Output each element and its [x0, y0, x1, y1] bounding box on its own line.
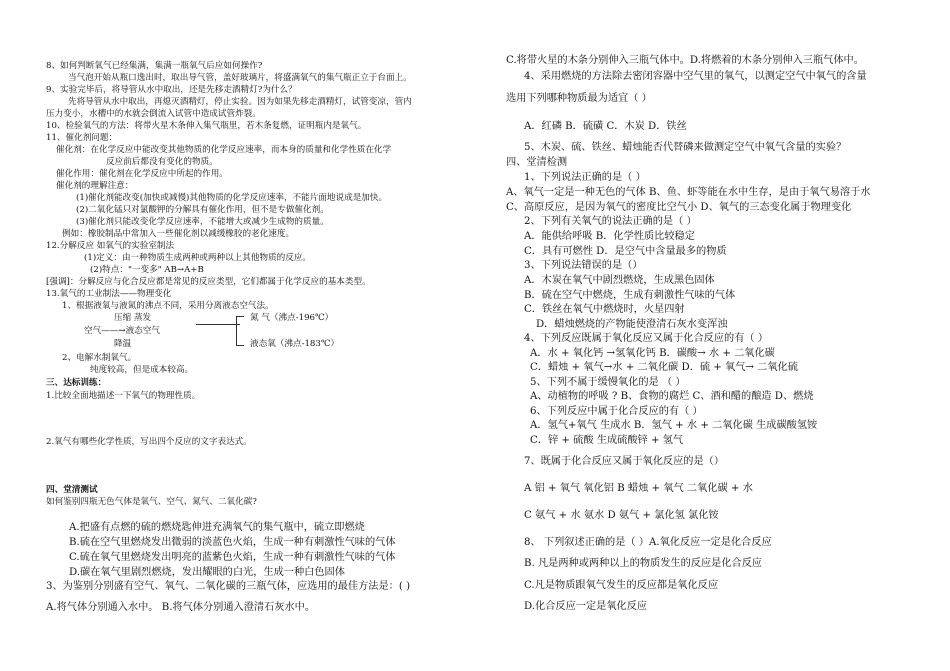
- option-b: B.硫在空气里燃烧发出微弱的淡蓝色火焰，生成一种有刺激性气味的气体: [69, 537, 396, 548]
- evaporate-line: [196, 324, 240, 325]
- exercise-2: 2.氧气有哪些化学性质，写出四个反应的文字表达式。: [46, 437, 252, 447]
- section-4-heading: 四、堂清测试: [46, 485, 98, 495]
- catalyst-example: 例如：橡胶制品中常加入一些催化剂以减缓橡胶的老化速度。: [62, 229, 295, 239]
- test-q3: 3、下列说法错误的是（）: [524, 260, 643, 271]
- test-q2: 2、下列有关氧气的说法正确的是（ ）: [524, 216, 697, 227]
- question-3-options-ab: A.将气体分别通入水中。 B.将气体分别通入澄清石灰水中。: [46, 602, 316, 613]
- test-q4-cd: C．蜡烛 + 氧气→水 + 二氧化碳 D．硫 + 氧气→ 二氧化硫: [530, 362, 798, 373]
- question-4-cont: 选用下列哪种物质最为适宜（ ）: [506, 93, 652, 104]
- test-q5: 5、下列不属于缓慢氧化的是 （ ）: [530, 377, 686, 388]
- output-bracket: [236, 316, 244, 346]
- answer-9-line-2: 压力变小，水槽中的水就会倒流入试管中造成试管炸裂。: [46, 109, 261, 119]
- industrial-method-2: 2、电解水制氧气。: [62, 353, 137, 363]
- gas-identification-question: 如何鉴别四瓶无色气体是氧气、空气、氮气、二氧化碳?: [46, 497, 257, 507]
- option-a: A.把盛有点燃的硫的燃烧匙伸进充满氧气的集气瓶中，硫立即燃烧: [69, 522, 365, 533]
- nitrogen-output: 氮 气（沸点-196℃）: [250, 313, 334, 323]
- item-12: 12.分解反应 如氧气的实验室制法: [46, 241, 175, 251]
- test-q5-options: A、动植物的呼吸 ? B、食物的腐烂 C、酒和醋的酿造 D、燃烧: [530, 391, 814, 402]
- liquid-oxygen-output: 液态氧（沸点-183℃）: [250, 339, 340, 349]
- test-q6: 6、下列反应中属于化合反应的有（ ）: [530, 406, 703, 417]
- exercise-1: 1.比较全面地描述一下氧气的物理性质。: [46, 391, 201, 401]
- option-c: C.硫在氧气里燃烧发出明亮的蓝紫色火焰，生成一种有刺激性气味的气体: [69, 552, 396, 563]
- test-q2-cd: C．具有可燃性 D．是空气中含量最多的物质: [524, 246, 727, 257]
- test-q6-c: C．锌 + 硫酸 生成硫酸锌 + 氢气: [530, 435, 684, 446]
- option-d: D.碳在氧气里剧烈燃烧，发出耀眼的白光，生成一种白色固体: [69, 567, 345, 578]
- section-3-heading: 三、达标训练：: [46, 378, 107, 388]
- answer-9-line-1: 先将导管从水中取出，再熄灭酒精灯，停止实验。因为如果先移走酒精灯，试管变凉，管内: [68, 97, 412, 107]
- item-10: 10、检验氧气的方法：将带火星木条伸入集气瓶里，若木条复燃，证明瓶内是氧气。: [46, 121, 367, 131]
- catalyst-definition-cont: 反应前后都没有变化的物质。: [106, 157, 218, 167]
- catalyst-note-2: (2)二氧化锰只对氯酸钾的分解具有催化作用，但不是专做催化剂。: [76, 205, 329, 215]
- section-4-heading-right: 四、堂清检测: [506, 157, 568, 168]
- electrolysis-note: 纯度较高，但是成本较高。: [90, 365, 194, 375]
- catalytic-action: 催化作用：催化剂在化学反应中所起的作用。: [56, 169, 228, 179]
- decomposition-feature: (2)特点："一变多" AB→A+B: [90, 265, 204, 275]
- test-q1: 1、下列说法正确的是（ ）: [524, 172, 646, 183]
- question-4-options: A．红磷 B．硫磺 C．木炭 D．铁丝: [524, 121, 687, 132]
- test-q4-ab: A．水 + 氧化钙 →氢氧化钙 B．碳酸→ 水 + 二氧化碳: [530, 348, 775, 359]
- answer-8: 当气泡开始从瓶口逸出时，取出导气管，盖好玻璃片，将盛满氧气的集气瓶正立于台面上。: [68, 73, 412, 83]
- question-9: 9、实验完毕后，将导管从水中取出，还是先移走酒精灯?为什么？: [46, 85, 297, 95]
- question-4: 4、采用燃烧的方法除去密闭容器中空气里的氧气，以测定空气中氧气的含量: [524, 71, 867, 82]
- test-q8-d: D.化合反应一定是氧化反应: [524, 601, 648, 612]
- catalyst-definition: 催化剂：在化学反应中能改变其他物质的化学反应速率，而本身的质量和化学性质在化学: [56, 145, 392, 155]
- question-8: 8、如何判断氧气已经集满，集满一瓶氧气后应如何操作?: [46, 61, 263, 71]
- item-13: 13.氧气的工业制法——物理变化: [46, 289, 172, 299]
- test-q3-c: C．铁丝在氧气中燃烧时，火星四射: [524, 304, 685, 315]
- test-q8: 8、 下列叙述正确的是（ ）A.氧化反应一定是化合反应: [524, 537, 772, 548]
- test-q8-b: B. 凡是两种或两种以上的物质发生的反应是化合反应: [524, 558, 763, 569]
- test-q3-b: B．硫在空气中燃烧，生成有刺激性气味的气体: [524, 290, 736, 301]
- test-q1-cd: C、高原反应，是因为氧气的密度比空气小 D、氧气的三态变化属于物理变化: [506, 202, 852, 213]
- question-3-options-cd: C.将带火星的木条分别伸入三瓶气体中。D.将燃着的木条分别伸入三瓶气体中。: [506, 55, 864, 66]
- catalyst-notes-heading: 催化剂的理解注意：: [56, 181, 134, 191]
- catalyst-note-3: (3)催化剂只能改变化学反应速率，不能增大或减少生成物的质量。: [76, 217, 329, 227]
- process-label-cool: 降温: [114, 339, 132, 349]
- process-labels-top: 压缩 蒸发: [114, 313, 152, 323]
- emphasis-note: [强调]：分解反应与化合反应都是常见的反应类型，它们都属于化学反应的基本类型。: [46, 277, 371, 287]
- test-q4: 4、下列反应既属于氧化反应又属于化合反应的有（ ）: [524, 333, 769, 344]
- test-q6-ab: A．氢气+氧气 生成水 B．氢气 + 水 + 二氧化碳 生成碳酸氢铵: [530, 420, 818, 431]
- test-q3-a: A．木炭在氧气中剧烈燃烧，生成黑色固体: [524, 275, 715, 286]
- air-to-liquid-air: 空气——→液态空气: [84, 326, 160, 336]
- test-q2-ab: A．能供给呼吸 B．化学性质比较稳定: [524, 231, 695, 242]
- question-5: 5、木炭、硫、铁丝、蜡烛能否代替磷来做测定空气中氧气含量的实验？: [524, 142, 847, 153]
- test-q7: 7、既属于化合反应又属于氧化反应的是（）: [524, 456, 725, 467]
- catalyst-note-1: (1)催化剂能改变(加快或减慢)其他物质的化学反应速率，不能片面地说成是加快。: [76, 193, 388, 203]
- item-11: 11、催化剂问题：: [46, 133, 118, 143]
- test-q7-ab: A 铝 + 氧气 氧化铝 B 蜡烛 + 氧气 二氧化碳 + 水: [524, 483, 753, 494]
- test-q8-c: C.凡是物质跟氧气发生的反应都是氧化反应: [524, 580, 719, 591]
- decomposition-definition: (1)定义：由一种物质生成两种或两种以上其他物质的反应。: [84, 253, 312, 263]
- test-q1-ab: A、氧气一定是一种无色的气体 B、鱼、虾等能在水中生存，是由于氧气易溶于水: [506, 187, 871, 198]
- test-q7-cd: C 氨气 + 水 氨水 D 氨气 + 氯化氢 氯化铵: [524, 510, 719, 521]
- test-q3-d: D．蜡烛燃烧的产物能使澄清石灰水变浑浊: [536, 319, 728, 330]
- question-3: 3、为鉴别分别盛有空气、氧气、二氧化碳的三瓶气体，应选用的最佳方法是：( ): [46, 581, 411, 592]
- industrial-method-1: 1、根据液氧与液氮的沸点不同，采用分离液态空气法。: [62, 301, 274, 311]
